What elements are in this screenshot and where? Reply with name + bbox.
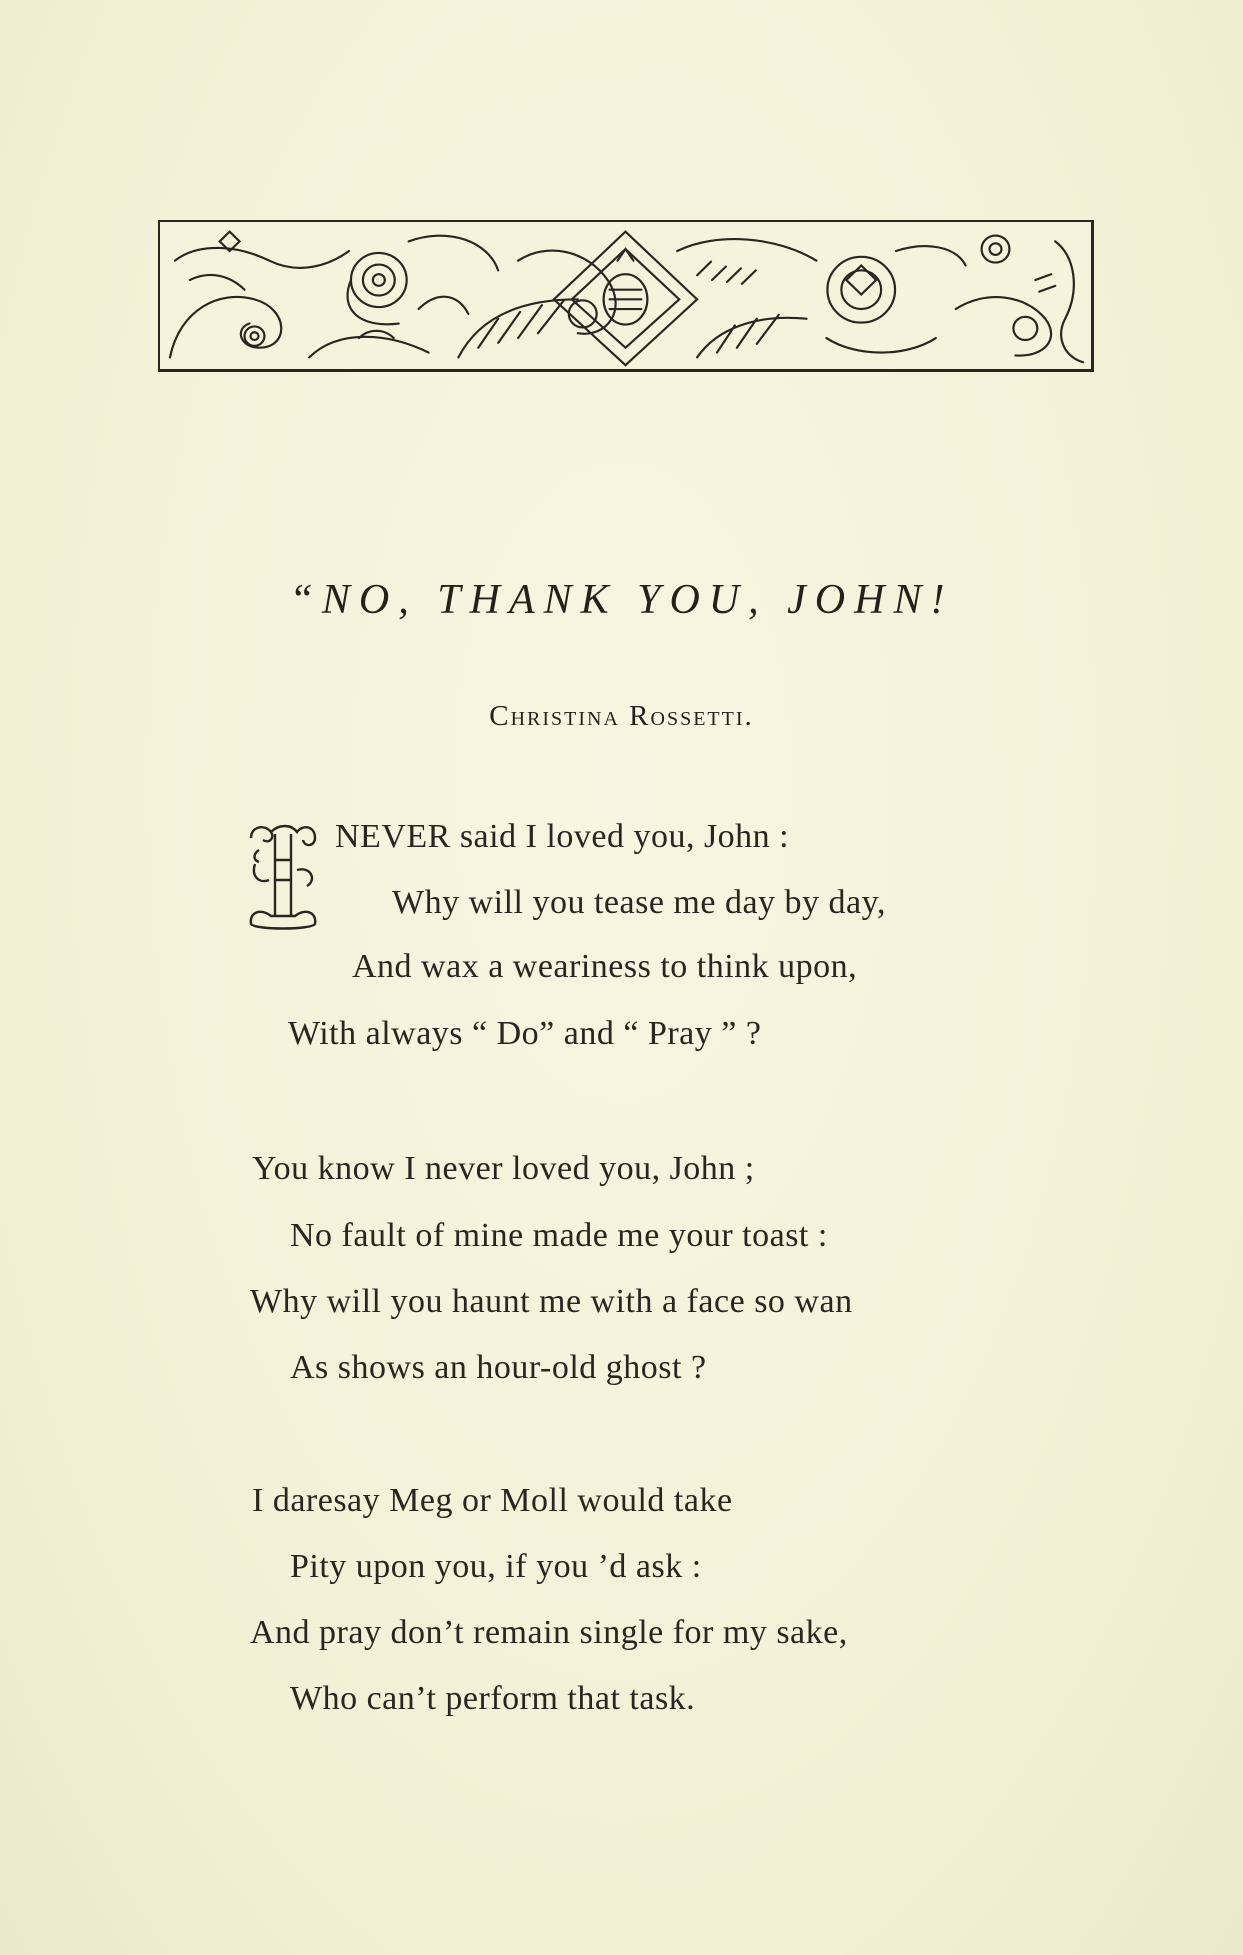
stanza-3-line-4: Who can’t perform that task.: [290, 1680, 696, 1717]
stanza-2-line-2: No fault of mine made me your toast :: [290, 1217, 828, 1254]
stanza-1-line-3: And wax a weariness to think upon,: [352, 948, 858, 985]
stanza-1-line-2: Why will you tease me day by day,: [392, 884, 886, 921]
stanza-3-line-2: Pity upon you, if you ’d ask :: [290, 1548, 702, 1585]
stanza-2-line-4: As shows an hour-old ghost ?: [290, 1349, 707, 1386]
stanza-1-line-1: NEVER said I loved you, John :: [335, 818, 790, 855]
stanza-2-line-3: Why will you haunt me with a face so wan: [250, 1283, 853, 1320]
drop-cap-letter: I: [283, 890, 284, 891]
drop-cap-initial: [245, 820, 321, 932]
ornamental-headpiece: [158, 220, 1094, 372]
poem-author: Christina Rossetti.: [489, 700, 754, 732]
stanza-3-line-3: And pray don’t remain single for my sake,: [250, 1614, 848, 1651]
stanza-3-line-1: I daresay Meg or Moll would take: [252, 1482, 733, 1519]
ornate-letter-icon: [245, 820, 321, 932]
poem-title: “NO, THANK YOU, JOHN!: [289, 577, 954, 623]
foliage-ornament-icon: [160, 222, 1091, 369]
stanza-2-line-1: You know I never loved you, John ;: [252, 1150, 755, 1187]
stanza-1-line-4: With always “ Do” and “ Pray ” ?: [288, 1015, 762, 1052]
